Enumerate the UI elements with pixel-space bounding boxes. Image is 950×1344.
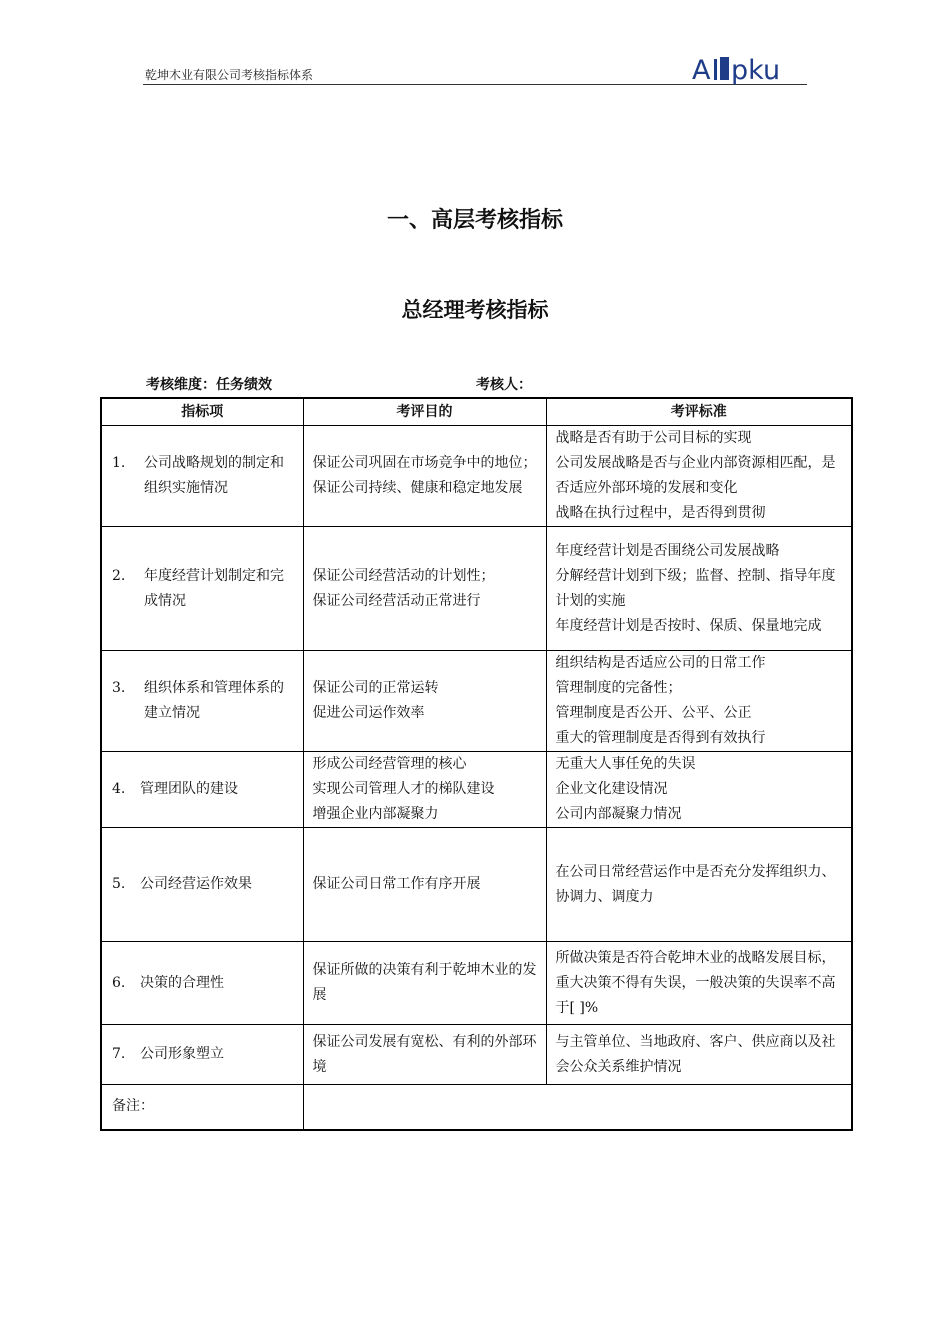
header-document-title: 乾坤木业有限公司考核指标体系	[145, 68, 314, 82]
row-purpose-line: 形成公司经营管理的核心	[312, 756, 467, 772]
row-item: 管理团队的建设	[140, 781, 238, 797]
section-title: 总经理考核指标	[401, 297, 549, 322]
table-row	[101, 752, 852, 828]
svg-text:pku: pku	[731, 55, 781, 86]
row-standard: 与主管单位、当地政府、客户、供应商以及社会公众关系维护情况	[555, 1033, 836, 1075]
row-item: 决策的合理性	[140, 974, 224, 991]
row-standard-line: 战略在执行过程中，是否得到贯彻	[555, 505, 766, 521]
col-header-item: 指标项	[101, 398, 303, 426]
row-purpose-line: 促进公司运作效率	[312, 705, 425, 721]
row-standard-line: 战略是否有助于公司目标的实现	[555, 430, 752, 446]
assessment-dimension: 考核维度：任务绩效	[146, 377, 272, 393]
row-standard-line: 年度经营计划是否按时、保质、保量地完成	[555, 617, 822, 634]
remark-label: 备注：	[101, 1085, 303, 1130]
page-title: 一、高层考核指标	[386, 207, 563, 233]
row-purpose: 保证公司巩固在市场竞争中的地位；保证公司持续、健康和稳定地发展	[312, 455, 537, 496]
row-number: 4.	[112, 781, 126, 797]
row-standard-line: 重大的管理制度是否得到有效执行	[555, 730, 766, 746]
remark-row	[101, 1085, 852, 1130]
row-standard-line: 年度经营计划是否围绕公司发展战略	[555, 542, 780, 559]
row-purpose-line: 保证公司的正常运转	[312, 680, 439, 696]
row-standard-line: 公司内部凝聚力情况	[555, 806, 682, 822]
company-logo	[692, 53, 808, 89]
row-standard-line: 管理制度是否公开、公平、公正	[555, 705, 752, 721]
row-standard: 所做决策是否符合乾坤木业的战略发展目标，重大决策不得有失误，一般决策的失误率不高于[ ]%	[555, 949, 836, 1016]
row-number: 6.	[112, 974, 126, 991]
table-row	[101, 1025, 852, 1085]
col-header-purpose: 考评目的	[303, 398, 546, 426]
table-row	[101, 651, 852, 752]
table-row	[101, 527, 852, 651]
row-purpose-line: 保证公司经营活动的计划性；	[312, 567, 495, 584]
row-purpose-line: 保证公司日常工作有序开展	[312, 876, 481, 892]
table-header-row	[101, 398, 852, 426]
row-number: 3.	[112, 680, 126, 696]
row-item: 公司经营运作效果	[140, 876, 252, 892]
row-item: 公司战略规划的制定和组织实施情况	[144, 455, 284, 496]
row-standard-line: 公司发展战略是否与企业内部资源相匹配，是否适应外部环境的发展和变化	[555, 455, 836, 496]
col-header-standard: 考评标准	[546, 398, 852, 426]
row-purpose-line: 实现公司管理人才的梯队建设	[312, 781, 495, 797]
row-standard: 在公司日常经营运作中是否充分发挥组织力、协调力、调度力	[555, 863, 836, 905]
row-standard-line: 无重大人事任免的失误	[555, 756, 696, 772]
row-standard-line: 分解经营计划到下级；监督、控制、指导年度计划的实施	[555, 567, 836, 609]
row-purpose-line: 增强企业内部凝聚力	[312, 806, 439, 822]
row-standard-line: 企业文化建设情况	[555, 781, 668, 797]
row-purpose: 保证所做的决策有利于乾坤木业的发展	[312, 962, 537, 1003]
row-purpose-line: 保证公司经营活动正常进行	[312, 592, 481, 609]
row-item: 公司形象塑立	[140, 1046, 224, 1062]
svg-text:A: A	[692, 55, 711, 86]
row-number: 7.	[112, 1046, 126, 1062]
row-number: 1.	[112, 455, 126, 471]
row-standard-line: 管理制度的完备性；	[555, 680, 682, 696]
row-number: 5.	[112, 876, 126, 892]
assessor-label: 考核人：	[476, 377, 532, 393]
row-number: 2.	[112, 567, 126, 584]
row-item: 年度经营计划制定和完成情况	[144, 567, 284, 609]
row-purpose: 保证公司发展有宽松、有利的外部环境	[312, 1033, 537, 1075]
row-standard-line: 组织结构是否适应公司的日常工作	[555, 655, 766, 671]
table-row	[101, 426, 852, 527]
remark-value	[303, 1085, 852, 1130]
table-row	[101, 828, 852, 942]
kpi-table	[100, 397, 853, 1131]
row-item: 组织体系和管理体系的建立情况	[144, 680, 284, 721]
table-row	[101, 942, 852, 1025]
